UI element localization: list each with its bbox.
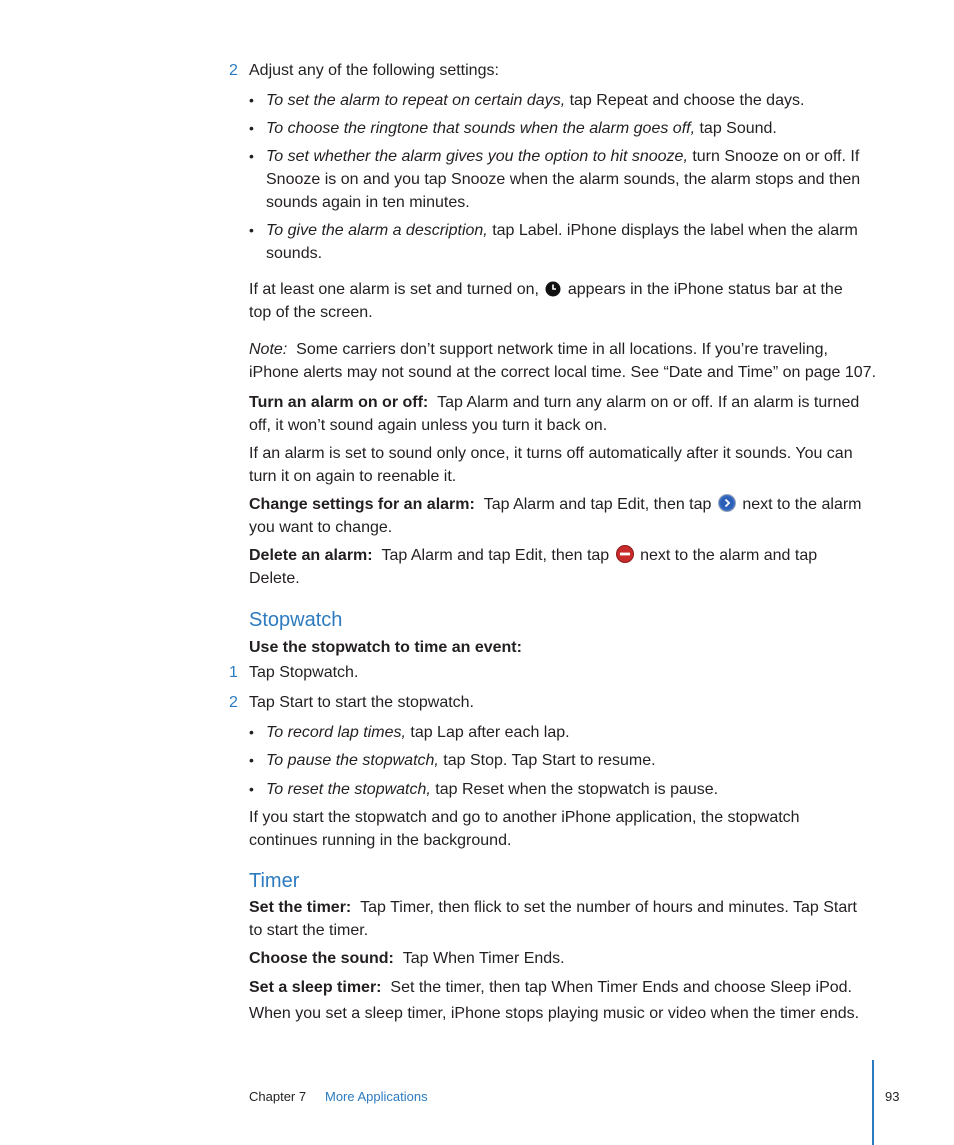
timer-heading: Timer <box>249 870 300 892</box>
note-paragraph <box>249 338 828 361</box>
bullet-item <box>266 89 804 112</box>
stopwatch-heading: Stopwatch <box>249 609 343 631</box>
footer-chapter: Chapter 7 <box>249 1089 307 1104</box>
step-number: 1 <box>229 664 238 681</box>
bullet-dot: • <box>249 752 254 768</box>
bullet-rest: tap Repeat and choose the days. <box>565 92 805 109</box>
stopwatch-paragraph: If you start the stopwatch and go to another iPhone application, the stopwatch <box>249 809 800 826</box>
choose-sound-text: Tap When Timer Ends. <box>402 950 565 967</box>
delete-alarm-label: Delete an alarm: <box>249 547 373 564</box>
bullet-continuation: sounds again in ten minutes. <box>266 194 470 211</box>
status-continuation: top of the screen. <box>249 304 373 321</box>
sleep-timer-note: When you set a sleep timer, iPhone stops playing music or video when the timer ends. <box>249 1005 860 1022</box>
bullet-dot: • <box>249 148 254 164</box>
bullet-rest: tap Stop. Tap Start to resume. <box>438 752 656 769</box>
change-settings-text: Tap Alarm and tap Edit, then tap <box>483 496 712 513</box>
turn-on-off-paragraph <box>249 391 859 414</box>
note-continuation: iPhone alerts may not sound at the correct local time. See “Date and Time” on page 107. <box>249 364 877 381</box>
sleep-timer-text: Set the timer, then tap When Timer Ends and choose Sleep iPod. <box>390 979 852 996</box>
bullet-rest: turn Snooze on or off. If <box>687 148 860 165</box>
note-label: Note: <box>249 341 288 358</box>
step-text: Adjust any of the following settings: <box>249 62 499 79</box>
bullet-dot: • <box>249 222 254 238</box>
bullet-italic: To give the alarm a description, <box>266 222 488 239</box>
bullet-item <box>266 749 656 772</box>
status-text-after: appears in the iPhone status bar at the <box>567 281 843 298</box>
choose-sound-label: Choose the sound: <box>249 950 394 967</box>
turn-on-off-continuation: off, it won’t sound again unless you turn it back on. <box>249 417 608 434</box>
stopwatch-subhead: Use the stopwatch to time an event: <box>249 639 522 656</box>
bullet-italic: To pause the stopwatch, <box>266 752 439 769</box>
bullet-dot: • <box>249 92 254 108</box>
bullet-italic: To set the alarm to repeat on certain days, <box>266 92 566 109</box>
bullet-dot: • <box>249 781 254 797</box>
bullet-italic: To set whether the alarm gives you the option to hit snooze, <box>266 148 688 165</box>
set-timer-label: Set the timer: <box>249 899 352 916</box>
once-continuation: turn it on again to reenable it. <box>249 468 457 485</box>
delete-alarm-paragraph <box>249 544 817 570</box>
step-number: 2 <box>229 694 238 711</box>
bullet-item <box>266 721 570 744</box>
bullet-rest: tap Sound. <box>695 120 777 137</box>
delete-alarm-after: next to the alarm and tap <box>640 547 818 564</box>
bullet-dot: • <box>249 724 254 740</box>
bullet-continuation: Snooze is on and you tap Snooze when the alarm sounds, the alarm stops and then <box>266 171 861 188</box>
status-text-before: If at least one alarm is set and turned on, <box>249 281 539 298</box>
bullet-rest: tap Label. iPhone displays the label when the alarm <box>487 222 858 239</box>
once-paragraph: If an alarm is set to sound only once, it turns off automatically after it sounds. You can <box>249 445 853 462</box>
footer-divider <box>872 1060 874 1145</box>
bullet-italic: To reset the stopwatch, <box>266 781 431 798</box>
disclosure-arrow-icon <box>718 494 736 519</box>
delete-minus-icon <box>616 545 634 570</box>
step-number: 2 <box>229 62 238 79</box>
turn-on-off-label: Turn an alarm on or off: <box>249 394 429 411</box>
bullet-rest: tap Reset when the stopwatch is pause. <box>430 781 719 798</box>
delete-alarm-continuation: Delete. <box>249 570 300 587</box>
bullet-italic: To choose the ringtone that sounds when the alarm goes off, <box>266 120 696 137</box>
delete-alarm-text: Tap Alarm and tap Edit, then tap <box>381 547 610 564</box>
bullet-italic: To record lap times, <box>266 724 406 741</box>
choose-sound-paragraph <box>249 947 565 970</box>
set-timer-text: Tap Timer, then flick to set the number of hours and minutes. Tap Start <box>360 899 857 916</box>
bullet-item <box>266 117 777 140</box>
clock-icon <box>545 281 561 304</box>
stopwatch-continuation: continues running in the background. <box>249 832 512 849</box>
change-settings-label: Change settings for an alarm: <box>249 496 475 513</box>
bullet-dot: • <box>249 120 254 136</box>
set-timer-paragraph <box>249 896 857 919</box>
sleep-timer-paragraph <box>249 976 852 999</box>
bullet-item <box>266 145 859 168</box>
bullet-item <box>266 219 858 242</box>
page-number: 93 <box>885 1089 900 1104</box>
step-text: Tap Start to start the stopwatch. <box>249 694 474 711</box>
bullet-item <box>266 778 718 801</box>
step-text: Tap Stopwatch. <box>249 664 359 681</box>
change-settings-continuation: you want to change. <box>249 519 393 536</box>
bullet-continuation: sounds. <box>266 245 323 262</box>
note-text: Some carriers don’t support network time in all locations. If you’re traveling, <box>296 341 828 358</box>
change-settings-after: next to the alarm <box>742 496 862 513</box>
bullet-rest: tap Lap after each lap. <box>405 724 570 741</box>
footer-section: More Applications <box>325 1089 428 1104</box>
set-timer-continuation: to start the timer. <box>249 922 369 939</box>
sleep-timer-label: Set a sleep timer: <box>249 979 382 996</box>
turn-on-off-text: Tap Alarm and turn any alarm on or off. If an alarm is turned <box>437 394 860 411</box>
